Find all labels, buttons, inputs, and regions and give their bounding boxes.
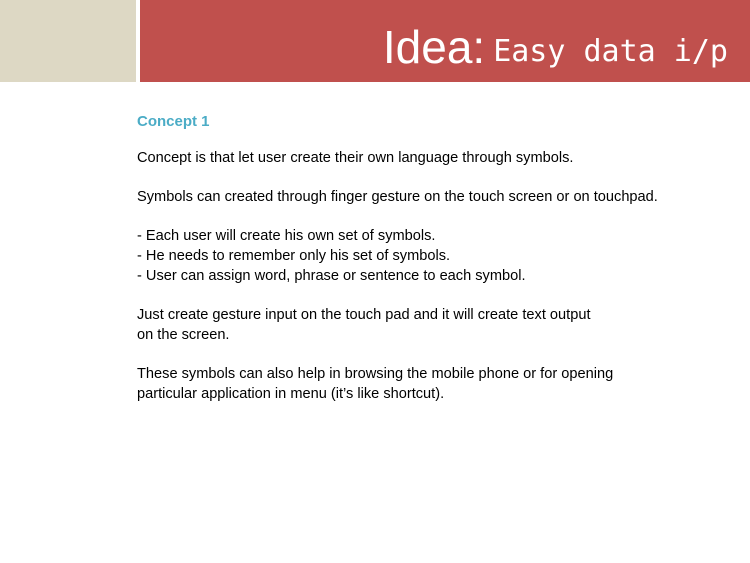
title-subtitle: Easy data i/p — [493, 34, 728, 69]
concept-heading: Concept 1 — [137, 113, 210, 130]
paragraph-line: particular application in menu (it’s like shortcut). — [137, 386, 445, 402]
paragraph-concept — [137, 148, 727, 168]
paragraph-line: Symbols can created through finger gesture on the touch screen or on touchpad. — [137, 189, 658, 205]
bullet-item: - Each user will create his own set of symbols. — [137, 228, 436, 244]
slide-title — [382, 21, 728, 73]
paragraph-line: Concept is that let user create their own language through symbols. — [137, 150, 574, 166]
bullet-item: - He needs to remember only his set of symbols. — [137, 248, 451, 264]
bullet-list — [137, 226, 727, 286]
header-side-block — [0, 0, 136, 82]
paragraph-line: Just create gesture input on the touch pad and it will create text output — [137, 307, 591, 323]
paragraph-symbols — [137, 187, 727, 207]
paragraph-gesture-input — [137, 305, 727, 345]
paragraph-line: These symbols can also help in browsing the mobile phone or for opening — [137, 366, 614, 382]
title-main: Idea: — [382, 21, 486, 73]
slide-body — [137, 112, 727, 423]
paragraph-browsing — [137, 364, 727, 404]
bullet-item: - User can assign word, phrase or sentence to each symbol. — [137, 268, 526, 284]
paragraph-line: on the screen. — [137, 327, 230, 343]
title-band — [140, 0, 750, 82]
